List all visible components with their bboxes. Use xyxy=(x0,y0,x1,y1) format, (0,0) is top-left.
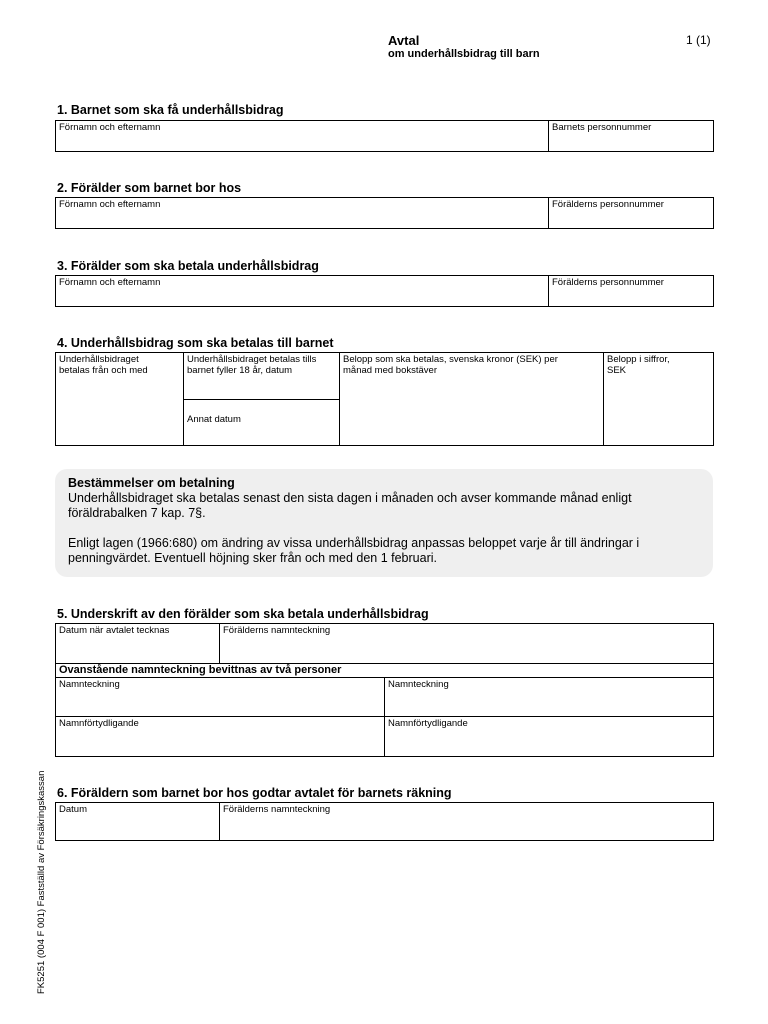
page-number: 1 (1) xyxy=(686,33,711,47)
resident-parent-name-field[interactable] xyxy=(56,198,548,228)
witness-2-signature-field[interactable] xyxy=(385,678,713,716)
resident-parent-name-label: Förnamn och efternamn xyxy=(59,199,161,210)
payment-rules-p1-line2: föräldrabalken 7 kap. 7§. xyxy=(68,506,206,520)
paying-parent-signature-field[interactable] xyxy=(220,624,713,663)
paying-parent-signature-label: Förälderns namnteckning xyxy=(223,625,331,636)
witness-2-clarification-field[interactable] xyxy=(385,717,713,756)
payment-start-date-label-line1: Underhållsbidraget xyxy=(59,354,139,365)
payment-rules-p1-line1: Underhållsbidraget ska betalas senast den sista dagen i månaden och avser kommande månad enligt xyxy=(68,491,632,505)
witness-2-clarification-label: Namnförtydligande xyxy=(388,718,468,729)
section-1-field-row xyxy=(55,120,714,152)
section-3-field-row xyxy=(55,275,714,307)
child-name-label: Förnamn och efternamn xyxy=(59,122,161,133)
section-5-field-grid xyxy=(55,623,714,757)
amount-in-digits-label-line1: Belopp i siffror, xyxy=(607,354,670,365)
spacer xyxy=(68,521,700,536)
payment-rules-title: Bestämmelser om betalning xyxy=(68,476,235,490)
amount-in-words-label-line1: Belopp som ska betalas, svenska kronor (SEK) per xyxy=(343,354,558,365)
until-18-date-label-line1: Underhållsbidraget betalas tills xyxy=(187,354,317,365)
child-name-field[interactable] xyxy=(56,121,548,151)
witness-heading: Ovanstående namnteckning bevittnas av två personer xyxy=(59,664,342,676)
agreement-date-label: Datum när avtalet tecknas xyxy=(59,625,170,636)
paying-parent-name-label: Förnamn och efternamn xyxy=(59,277,161,288)
child-personal-number-label: Barnets personnummer xyxy=(552,122,652,133)
payment-start-date-label-line2: betalas från och med xyxy=(59,365,148,376)
payment-rules-p2-line2: penningvärdet. Eventuell höjning sker från och med den 1 februari. xyxy=(68,551,437,565)
acceptance-date-field[interactable] xyxy=(56,803,219,840)
acceptance-date-label: Datum xyxy=(59,804,87,815)
document-subtitle: om underhållsbidrag till barn xyxy=(388,48,540,60)
agreement-date-field[interactable] xyxy=(56,624,219,663)
section-5-title: 5. Underskrift av den förälder som ska betala underhållsbidrag xyxy=(57,607,429,621)
section-3-title: 3. Förälder som ska betala underhållsbidrag xyxy=(57,259,319,273)
payment-start-date-field[interactable] xyxy=(56,353,183,445)
section-4-field-grid xyxy=(55,352,714,446)
section-2-field-row xyxy=(55,197,714,229)
resident-parent-signature-field[interactable] xyxy=(220,803,713,840)
amount-in-words-field[interactable] xyxy=(340,353,603,445)
paying-parent-personal-number-label: Förälderns personnummer xyxy=(552,277,664,288)
amount-in-words-label-line2: månad med bokstäver xyxy=(343,365,437,376)
amount-in-digits-field[interactable] xyxy=(604,353,713,445)
resident-parent-signature-label: Förälderns namnteckning xyxy=(223,804,331,815)
form-code: FK5251 (004 F 001) Fastställd av Försäkringskassan xyxy=(36,770,47,994)
section-6-title: 6. Föräldern som barnet bor hos godtar avtalet för barnets räkning xyxy=(57,786,452,800)
amount-in-digits-label-line2: SEK xyxy=(607,365,627,376)
resident-parent-personal-number-field[interactable] xyxy=(549,198,713,228)
resident-parent-personal-number-label: Förälderns personnummer xyxy=(552,199,664,210)
witness-1-clarification-field[interactable] xyxy=(56,717,384,756)
other-date-label: Annat datum xyxy=(187,414,241,425)
witness-1-signature-label: Namnteckning xyxy=(59,679,120,690)
section-4-title: 4. Underhållsbidrag som ska betalas till barnet xyxy=(57,336,334,350)
section-1-title: 1. Barnet som ska få underhållsbidrag xyxy=(57,103,284,117)
section-2-title: 2. Förälder som barnet bor hos xyxy=(57,181,242,195)
paying-parent-personal-number-field[interactable] xyxy=(549,276,713,306)
witness-1-signature-field[interactable] xyxy=(56,678,384,716)
witness-2-signature-label: Namnteckning xyxy=(388,679,449,690)
section-6-field-row xyxy=(55,802,714,841)
until-18-date-label-line2: barnet fyller 18 år, datum xyxy=(187,365,293,376)
other-date-field[interactable] xyxy=(184,400,339,445)
witness-1-clarification-label: Namnförtydligande xyxy=(59,718,139,729)
child-personal-number-field[interactable] xyxy=(549,121,713,151)
until-18-date-field[interactable] xyxy=(184,353,339,399)
document-title: Avtal xyxy=(388,33,420,48)
payment-rules-p2-line1: Enligt lagen (1966:680) om ändring av vissa underhållsbidrag anpassas beloppet varje år till ändringar i xyxy=(68,536,640,550)
paying-parent-name-field[interactable] xyxy=(56,276,548,306)
payment-rules-box xyxy=(55,469,713,577)
